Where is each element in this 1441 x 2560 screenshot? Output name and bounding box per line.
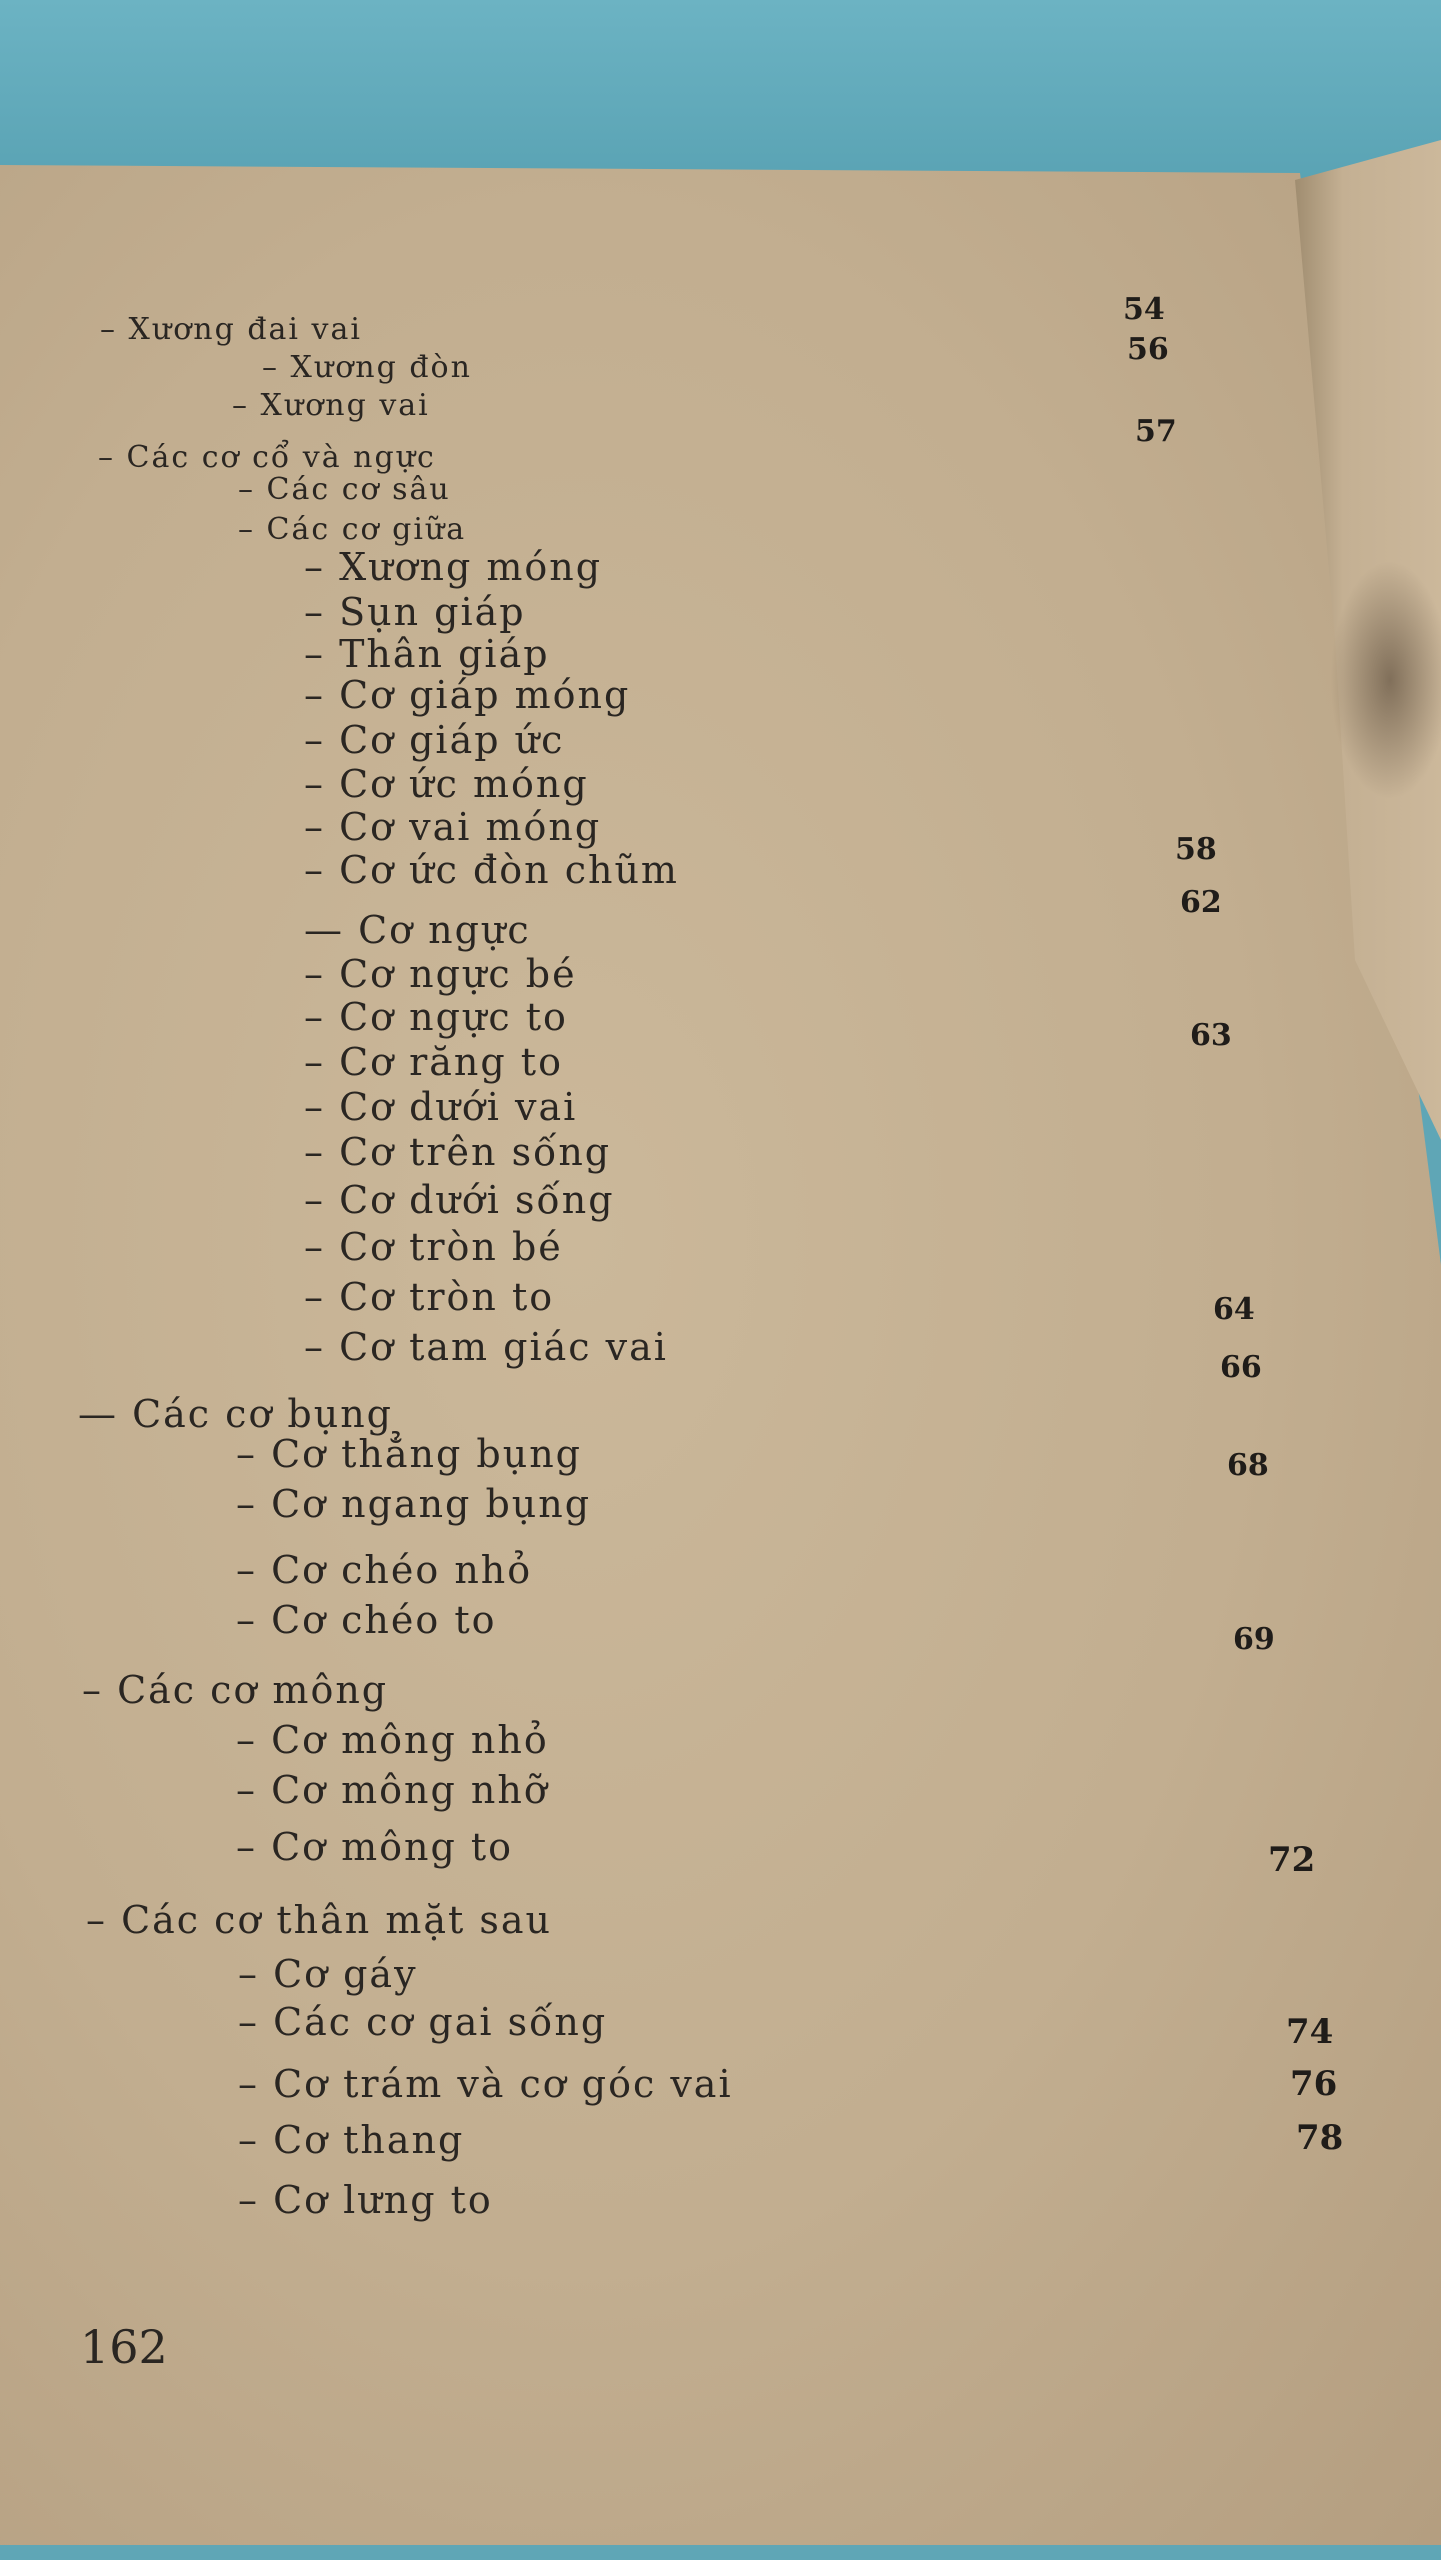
toc-entry: – Cơ chéo to <box>236 1598 497 1642</box>
background-surface <box>0 0 1441 180</box>
toc-entry: – Xương móng <box>304 545 603 589</box>
page-ref: 54 <box>1123 292 1165 327</box>
toc-entry: – Cơ thang <box>238 2118 465 2162</box>
toc-entry: – Cơ trám và cơ góc vai <box>238 2062 733 2106</box>
page-ref: 72 <box>1268 1840 1316 1880</box>
toc-entry: – Cơ ngang bụng <box>236 1482 592 1526</box>
toc-entry: – Cơ trên sống <box>304 1130 612 1174</box>
page-ref: 76 <box>1290 2064 1338 2104</box>
toc-entry: – Cơ giáp móng <box>304 673 631 717</box>
page-ref: 78 <box>1296 2118 1344 2158</box>
page-ref: 68 <box>1227 1448 1269 1483</box>
toc-entry: – Cơ ức móng <box>304 762 589 806</box>
toc-entry: – Cơ dưới sống <box>304 1178 615 1222</box>
toc-entry: — Cơ ngực <box>304 908 531 952</box>
toc-entry: – Cơ tròn bé <box>304 1225 563 1269</box>
toc-entry: – Sụn giáp <box>304 590 526 634</box>
toc-entry: – Cơ mông to <box>236 1825 514 1869</box>
page-ref: 56 <box>1127 332 1169 367</box>
toc-entry: – Cơ lưng to <box>238 2178 493 2222</box>
toc-entry: – Xương vai <box>232 388 430 423</box>
toc-entry: – Xương đai vai <box>100 312 362 347</box>
toc-entry: – Cơ tam giác vai <box>304 1325 668 1369</box>
page-stain <box>1330 560 1441 800</box>
page-ref: 62 <box>1180 885 1222 920</box>
toc-entry: – Các cơ mông <box>82 1668 389 1712</box>
toc-entry: – Các cơ giữa <box>238 512 467 547</box>
toc-entry: – Cơ mông nhỏ <box>236 1718 549 1762</box>
toc-entry: – Cơ răng to <box>304 1040 563 1084</box>
toc-entry: – Cơ mông nhỡ <box>236 1768 549 1812</box>
page-ref: 64 <box>1213 1292 1255 1327</box>
page-ref: 66 <box>1220 1350 1262 1385</box>
toc-entry: – Cơ ngực to <box>304 995 568 1039</box>
toc-entry: – Các cơ gai sống <box>238 2000 608 2044</box>
page-ref: 57 <box>1135 414 1177 449</box>
toc-entry: – Cơ giáp ức <box>304 718 565 762</box>
toc-entry: – Thân giáp <box>304 632 550 676</box>
toc-entry: – Xương đòn <box>262 350 472 385</box>
page-footer-number: 162 <box>80 2320 168 2374</box>
toc-entry: – Các cơ sâu <box>238 472 451 507</box>
toc-entry: – Cơ vai móng <box>304 805 602 849</box>
page-ref: 63 <box>1190 1018 1232 1053</box>
page-ref: 74 <box>1286 2012 1334 2052</box>
toc-entry: – Cơ gáy <box>238 1952 418 1996</box>
toc-entry: — Các cơ bụng <box>78 1392 394 1436</box>
toc-entry: – Cơ thẳng bụng <box>236 1432 582 1476</box>
page-ref: 58 <box>1175 832 1217 867</box>
page-ref: 69 <box>1233 1622 1275 1657</box>
toc-entry: – Các cơ cổ và ngực <box>98 440 436 475</box>
toc-entry: – Cơ chéo nhỏ <box>236 1548 533 1592</box>
toc-entry: – Các cơ thân mặt sau <box>86 1898 553 1942</box>
toc-entry: – Cơ tròn to <box>304 1275 555 1319</box>
toc-entry: – Cơ dưới vai <box>304 1085 578 1129</box>
toc-entry: – Cơ ngực bé <box>304 952 577 996</box>
toc-entry: – Cơ ức đòn chũm <box>304 848 679 892</box>
